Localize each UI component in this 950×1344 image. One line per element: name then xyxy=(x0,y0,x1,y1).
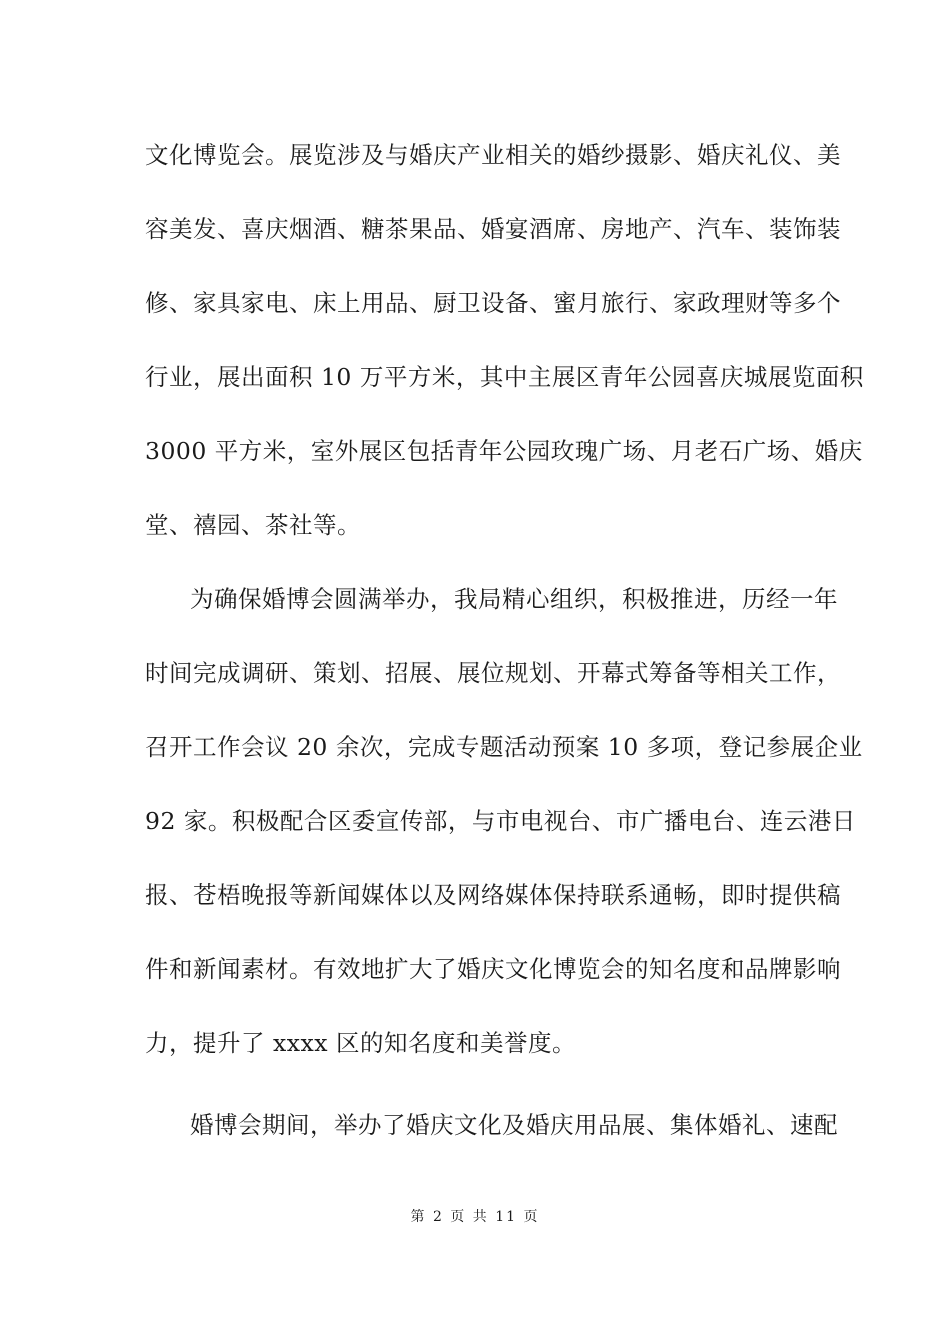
paragraph-line: 件和新闻素材。有效地扩大了婚庆文化博览会的知名度和品牌影响 xyxy=(145,955,841,983)
paragraph-line: 婚博会期间，举办了婚庆文化及婚庆用品展、集体婚礼、速配 xyxy=(190,1111,838,1139)
paragraph-line: 堂、禧园、茶社等。 xyxy=(145,511,361,539)
paragraph-line: 为确保婚博会圆满举办，我局精心组织，积极推进，历经一年 xyxy=(190,585,838,613)
paragraph-line: 行业，展出面积 10 万平方米，其中主展区青年公园喜庆城展览面积 xyxy=(145,363,864,391)
paragraph-line: 力，提升了 xxxx 区的知名度和美誉度。 xyxy=(145,1029,576,1057)
paragraph-line: 修、家具家电、床上用品、厨卫设备、蜜月旅行、家政理财等多个 xyxy=(145,289,841,317)
paragraph-line: 容美发、喜庆烟酒、糖茶果品、婚宴酒席、房地产、汽车、装饰装 xyxy=(145,215,841,243)
paragraph-line: 文化博览会。展览涉及与婚庆产业相关的婚纱摄影、婚庆礼仪、美 xyxy=(145,141,841,169)
paragraph-line: 92 家。积极配合区委宣传部，与市电视台、市广播电台、连云港日 xyxy=(145,807,856,835)
paragraph-line: 时间完成调研、策划、招展、展位规划、开幕式筹备等相关工作， xyxy=(145,659,841,687)
paragraph-line: 报、苍梧晚报等新闻媒体以及网络媒体保持联系通畅，即时提供稿 xyxy=(145,881,841,909)
paragraph-line: 3000 平方米，室外展区包括青年公园玫瑰广场、月老石广场、婚庆 xyxy=(145,437,863,465)
paragraph-line: 召开工作会议 20 余次，完成专题活动预案 10 多项，登记参展企业 xyxy=(145,733,863,761)
page-number-footer: 第 2 页 共 11 页 xyxy=(410,1209,540,1225)
